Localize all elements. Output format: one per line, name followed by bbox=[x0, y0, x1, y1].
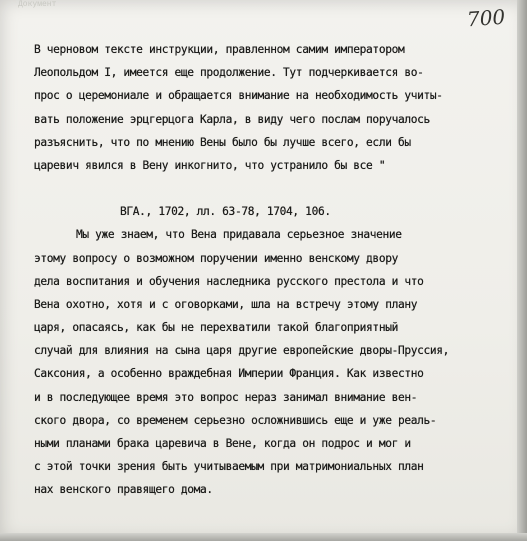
text-line: прос о церемониале и обращается внимание на необходимость учиты- bbox=[34, 89, 443, 103]
paragraph-2 bbox=[34, 223, 512, 501]
text-line: дела воспитания и обучения наследника русского престола и что bbox=[34, 274, 424, 288]
text-line: ского двора, со временем серьезно осложнившись еще и уже реаль- bbox=[34, 413, 437, 427]
text-line: Мы уже знаем, что Вена придавала серьезное значение bbox=[76, 228, 402, 242]
text-line: вать положение эрцгерцога Карла, в виду чего послам поручалось bbox=[34, 112, 430, 126]
text-line: В черновом тексте инструкции, правленном самим императором bbox=[34, 43, 405, 56]
text-line: разъяснить, что по мнению Вены было бы лучше всего, если бы bbox=[34, 135, 411, 149]
text-line: Леопольдом I, имеется еще продолжение. Тут подчеркивается во- bbox=[34, 66, 424, 80]
text-line: нах венского правящего дома. bbox=[34, 483, 213, 497]
text-line: случай для влияния на сына царя другие европейские дворы-Пруссия, bbox=[34, 344, 450, 358]
text-line: Саксония, а особенно враждебная Империи Франция. Как известно bbox=[34, 367, 424, 381]
text-line: ными планами брака царевича в Вене, когда он подрос и мог и bbox=[34, 437, 411, 450]
page-number: 700 bbox=[466, 4, 506, 32]
archive-reference: ВГА., 1702, лл. 63-78, 1704, 106. bbox=[120, 205, 331, 219]
text-line: и в последующее время это вопрос нераз занимал внимание вен- bbox=[34, 390, 418, 404]
text-line: с этой точки зрения быть учитываемым при матримониальных план bbox=[34, 460, 424, 474]
typewritten-text bbox=[34, 38, 512, 502]
text-line: этому вопросу о возможном поручении именно венскому двору bbox=[34, 251, 398, 265]
text-line: Вена охотно, хотя и с оговорками, шла на встречу этому плану bbox=[34, 297, 418, 311]
paragraph-1 bbox=[34, 38, 512, 177]
text-line: царя, опасаясь, как бы не перехватили такой благоприятный bbox=[34, 321, 398, 335]
scan-edge-right bbox=[517, 0, 527, 541]
corner-mark: Документ bbox=[18, 0, 57, 9]
text-line: царевич явился в Вену инкогнито, что устранило бы все " bbox=[34, 158, 386, 172]
scan-edge-bottom bbox=[0, 533, 527, 541]
